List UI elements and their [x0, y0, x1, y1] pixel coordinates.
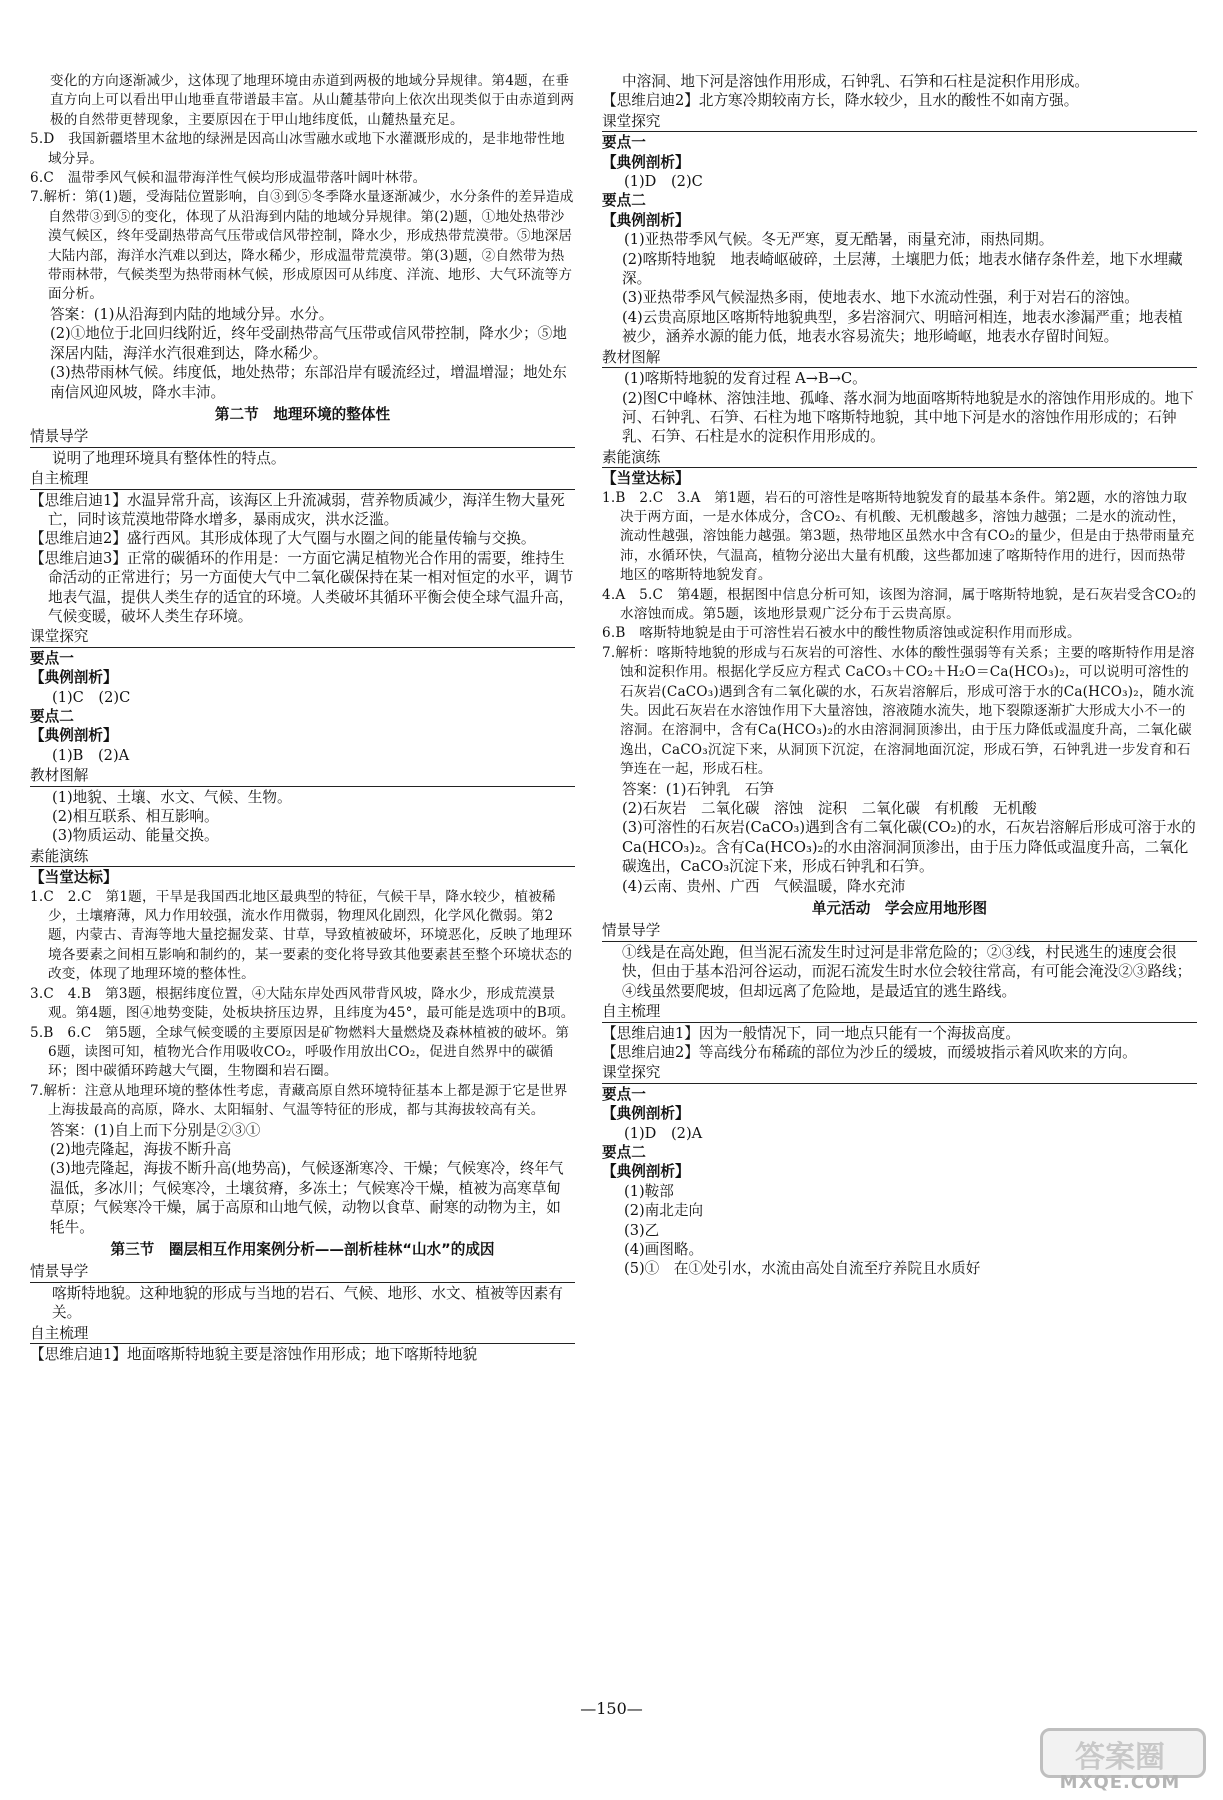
paragraph: 1.B 2.C 3.A 第1题，岩石的可溶性是喀斯特地貌发育的最基本条件。第2题，水的溶蚀力取决于两方面，一是水体成分，含CO₂、有机酸、无机酸越多，溶蚀力越强；二是水的流动性，流动性越强，溶蚀能力越强。第3题，热带地区虽然水中含有CO₂的量少，但是由于热带雨量充沛，水循环快，气温高，植物分泌出大量有机酸，这些都加速了喀斯特作用的进行，因而热带地区的喀斯特地貌发育。 [602, 489, 1195, 584]
point-label: 【典例剖析】 [30, 727, 118, 745]
point-label: 要点一 [30, 649, 74, 667]
paragraph: 【思维启迪2】等高线分布稀疏的部位为沙丘的缓坡，而缓坡指示着风吹来的方向。 [602, 1043, 1137, 1061]
paragraph: (1)地貌、土壤、水文、气候、生物。 [52, 788, 292, 806]
paragraph: (3)地壳隆起，海拔不断升高(地势高)，气候逐渐寒冷、干燥；气候寒冷，终年气温低，多冰川；气候寒冷，土壤贫瘠，多冻土；气候寒冷干燥，植被为高寒草甸草原；气候寒冷干燥，属于高原和山地气候，动物以食草、耐寒的动物为主，如牦牛。 [50, 1160, 564, 1236]
paragraph: 答案：(1)自上而下分别是②③① [50, 1121, 261, 1139]
paragraph: 7.解析：喀斯特地貌的形成与石灰岩的可溶性、水体的酸性强弱等有关系；主要的喀斯特作用是溶蚀和淀积作用。根据化学反应方程式 CaCO₃＋CO₂＋H₂O＝Ca(HCO₃)₂，可以说明可溶性的石灰岩(CaCO₃)遇到含有二氧化碳的水，石灰岩溶解后，形成可溶于水的Ca(HCO₃)₂，随水流失。因此石灰岩在水溶蚀作用下大量溶蚀，溶液随水流失，地下裂隙逐渐扩大形成大小不一的溶洞。在溶洞中，含有Ca(HCO₃)₂的水由溶洞洞顶渗出，由于压力降低或温度升高，二氧化碳逸出，CaCO₃沉淀下来，从洞顶下沉淀，在溶洞地面沉淀，形成石笋，石钟乳进一步发育和石笋连在一起，形成石柱。 [602, 644, 1195, 778]
paragraph: (1)亚热带季风气候。冬无严寒，夏无酷暑，雨量充沛，雨热同期。 [624, 231, 1054, 249]
subsection-label: 情景导学 [30, 1262, 575, 1282]
paragraph: (1)鞍部 [624, 1182, 674, 1200]
subsection-label: 情景导学 [30, 427, 575, 447]
paragraph: 4.A 5.C 第4题，根据图中信息分析可知，该图为溶洞，属于喀斯特地貌，是石灰岩受含CO₂的水溶蚀而成。第5题，该地形景观广泛分布于云贵高原。 [602, 586, 1197, 622]
paragraph: 喀斯特地貌。这种地貌的形成与当地的岩石、气候、地形、水文、植被等因素有关。 [52, 1284, 563, 1322]
paragraph: (3)物质运动、能量交换。 [52, 827, 219, 845]
page-number: —150— [580, 1699, 643, 1718]
paragraph: (2)喀斯特地貌 地表崎岖破碎，土层薄，土壤肥力低；地表水储存条件差，地下水埋藏深。 [622, 250, 1183, 288]
paragraph: 5.D 我国新疆塔里木盆地的绿洲是因高山冰雪融水或地下水灌溉形成的，是非地带性地域分异。 [30, 131, 565, 167]
left-column [30, 72, 575, 1364]
paragraph: (2)相互联系、相互影响。 [52, 808, 219, 826]
point-label: 【当堂达标】 [602, 470, 690, 488]
paragraph: 7.解析：注意从地理环境的整体性考虑，青藏高原自然环境特征基本上都是源于它是世界上海拔最高的高原，降水、太阳辐射、气温等特征的形成，都与其海拔较高有关。 [30, 1082, 568, 1119]
right-column [602, 72, 1197, 1279]
paragraph: (4)云贵高原地区喀斯特地貌典型，多岩溶洞穴、明暗河相连，地表水渗漏严重；地表植被少，涵养水源的能力低，地表水容易流失；地形崎岖，地表水存留时间短。 [622, 308, 1183, 346]
paragraph: (2)图C中峰林、溶蚀洼地、孤峰、落水洞为地面喀斯特地貌是水的溶蚀作用形成的。地下河、石钟乳、石笋、石柱为地下喀斯特地貌，其中地下河是水的溶蚀作用形成的；石钟乳、石笋、石柱是水的淀积作用形成的。 [622, 389, 1194, 446]
paragraph: 1.C 2.C 第1题，干旱是我国西北地区最典型的特征，气候干旱，降水较少，植被稀少，土壤瘠薄，风力作用较强，流水作用微弱，物理风化剧烈，化学风化微弱。第2题，内蒙古、青海等地大量挖掘发菜、甘草，导致植被破坏，环境恶化，反映了地理环境各要素之间相互影响和制约的，某一要素的变化将导致其他要素甚至整个环境状态的改变，体现了地理环境的整体性。 [30, 888, 573, 983]
point-label: 【典例剖析】 [602, 1105, 690, 1123]
watermark-logo [1040, 1728, 1200, 1794]
subsection-label: 课堂探究 [602, 112, 1197, 132]
section-heading: 第三节 圈层相互作用案例分析——剖析桂林“山水”的成因 [110, 1240, 495, 1258]
paragraph: (3)可溶性的石灰岩(CaCO₃)遇到含有二氧化碳(CO₂)的水，石灰岩溶解后形成可溶于水的Ca(HCO₃)₂。含有Ca(HCO₃)₂的水由溶洞洞顶渗出，由于压力降低或温度升高，二氧化碳逸出，CaCO₃沉淀下来，形成石钟乳和石笋。 [622, 819, 1196, 876]
paragraph: (3)亚热带季风气候湿热多雨，使地表水、地下水流动性强，利于对岩石的溶蚀。 [622, 289, 1139, 307]
paragraph: 【思维启迪3】正常的碳循环的作用是：一方面它满足植物光合作用的需要，维持生命活动的正常进行；另一方面使大气中二氧化碳保持在某一相对恒定的水平，调节地表气温，提供人类生存的适宜的环境。人类破坏其循环平衡会使全球气温升高，气候变暖，破坏人类生存环境。 [30, 549, 574, 625]
paragraph: (4)云南、贵州、广西 气候温暖，降水充沛 [622, 877, 906, 895]
section-heading: 第二节 地理环境的整体性 [214, 405, 391, 423]
paragraph: (2)南北走向 [624, 1202, 704, 1220]
point-label: 要点一 [602, 1085, 646, 1103]
paragraph: (4)画图略。 [624, 1240, 704, 1258]
paragraph: ①线是在高处跑，但当泥石流发生时过河是非常危险的；②③线，村民逃生的速度会很快，但由于基本沿河谷运动，而泥石流发生时水位会较往常高，有可能会淹没②③路线；④线虽然要爬坡，但却远离了危险地，是最适宜的逃生路线。 [622, 943, 1192, 1000]
point-label: 要点二 [602, 1143, 646, 1161]
paragraph: 【思维启迪2】盛行西风。其形成体现了大气圈与水圈之间的能量传输与交换。 [30, 530, 536, 548]
paragraph: (1)B (2)A [52, 746, 130, 764]
paragraph: 6.B 喀斯特地貌是由于可溶性岩石被水中的酸性物质溶蚀或淀积作用而形成。 [602, 625, 1081, 642]
point-label: 【典例剖析】 [602, 1163, 690, 1181]
section-heading: 单元活动 学会应用地形图 [811, 900, 988, 918]
paragraph: 【思维启迪1】水温异常升高，该海区上升流减弱，营养物质减少，海洋生物大量死亡，同时该荒漠地带降水增多，暴雨成灾，洪水泛滥。 [30, 491, 565, 528]
point-label: 要点二 [602, 192, 646, 210]
watermark-line2: MXQE.COM [1059, 1772, 1181, 1793]
point-label: 要点一 [602, 134, 646, 152]
paragraph: 6.C 温带季风气候和温带海洋性气候均形成温带落叶阔叶林带。 [30, 170, 427, 187]
subsection-label: 素能演练 [30, 847, 575, 867]
subsection-label: 教材图解 [602, 348, 1197, 368]
paragraph: (2)①地位于北回归线附近，终年受副热带高气压带或信风带控制，降水少；⑤地深居内陆，海洋水汽很难到达，降水稀少。 [50, 325, 567, 362]
paragraph: 中溶洞、地下河是溶蚀作用形成，石钟乳、石笋和石柱是淀积作用形成。 [622, 73, 1090, 90]
subsection-label: 课堂探究 [602, 1063, 1197, 1083]
point-label: 要点二 [30, 708, 74, 725]
point-label: 【典例剖析】 [602, 211, 690, 229]
watermark-line1: 答案圈 [1075, 1740, 1165, 1775]
paragraph: (2)石灰岩 二氧化碳 溶蚀 淀积 二氧化碳 有机酸 无机酸 [622, 800, 1037, 818]
paragraph: (1)D (2)C [624, 173, 703, 191]
paragraph: 变化的方向逐渐减少，这体现了地理环境由赤道到两极的地域分异规律。第4题，在垂直方向上可以看出甲山地垂直带谱最丰富。从山麓基带向上依次出现类似于由赤道到两极的自然带更替现象，主要原因在于甲山地纬度低，山麓热量充足。 [50, 73, 575, 128]
subsection-label: 素能演练 [602, 448, 1197, 468]
paragraph: 5.B 6.C 第5题，全球气候变暖的主要原因是矿物燃料大量燃烧及森林植被的破坏。第6题，读图可知，植物光合作用吸收CO₂，呼吸作用放出CO₂，促进自然界中的碳循环；图中碳循环跨越大气圈，生物圈和岩石圈。 [30, 1024, 570, 1080]
paragraph: 3.C 4.B 第3题，根据纬度位置，④大陆东岸处西风带背风坡，降水少，形成荒漠景观。第4题，图④地势变陡，处板块挤压边界，且纬度为45°，最可能是选项中的B项。 [30, 985, 575, 1022]
paragraph: 【思维启迪2】北方寒冷期较南方长，降水较少，且水的酸性不如南方强。 [602, 92, 1079, 110]
subsection-label: 课堂探究 [30, 627, 575, 647]
paragraph: 【思维启迪1】因为一般情况下，同一地点只能有一个海拔高度。 [602, 1024, 1020, 1042]
paragraph: (2)地壳隆起，海拔不断升高 [50, 1140, 232, 1158]
paragraph: (3)热带雨林气候。纬度低，地处热带；东部沿岸有暖流经过，增温增湿；地处东南信风迎风坡，降水丰沛。 [50, 364, 567, 401]
subsection-label: 教材图解 [30, 766, 575, 786]
subsection-label: 自主梳理 [602, 1002, 1197, 1022]
paragraph: 7.解析：第(1)题，受海陆位置影响，自③到⑤冬季降水量逐渐减少，水分条件的差异造成自然带③到⑤的变化，体现了从沿海到内陆的地域分异规律。第(2)题，①地处热带沙漠气候区，终年受副热带高气压带或信风带控制，降水少，形成热带荒漠带。⑤地深居大陆内部，海洋水汽难以到达，降水稀少，形成温带荒漠带。第(3)题，②自然带为热带雨林带，气候类型为热带雨林气候，形成原因可从纬度、洋流、地形、大气环流等方面分析。 [30, 189, 574, 303]
paragraph: (3)乙 [624, 1221, 660, 1239]
paragraph: 说明了地理环境具有整体性的特点。 [52, 449, 286, 467]
subsection-label: 自主梳理 [30, 469, 575, 489]
paragraph: (5)① 在①处引水，水流由高处自流至疗养院且水质好 [624, 1260, 981, 1278]
paragraph: 答案：(1)石钟乳 石笋 [622, 780, 775, 798]
paragraph: 【思维启迪1】地面喀斯特地貌主要是溶蚀作用形成；地下喀斯特地貌 [30, 1346, 478, 1363]
paragraph: 答案：(1)从沿海到内陆的地域分异。水分。 [50, 305, 334, 323]
point-label: 【当堂达标】 [30, 869, 118, 887]
subsection-label: 自主梳理 [30, 1324, 575, 1344]
paragraph: (1)C (2)C [52, 688, 131, 706]
paragraph: (1)喀斯特地貌的发育过程 A→B→C。 [624, 370, 867, 388]
subsection-label: 情景导学 [602, 921, 1197, 941]
point-label: 【典例剖析】 [30, 669, 118, 687]
paragraph: (1)D (2)A [624, 1124, 703, 1142]
point-label: 【典例剖析】 [602, 153, 690, 171]
